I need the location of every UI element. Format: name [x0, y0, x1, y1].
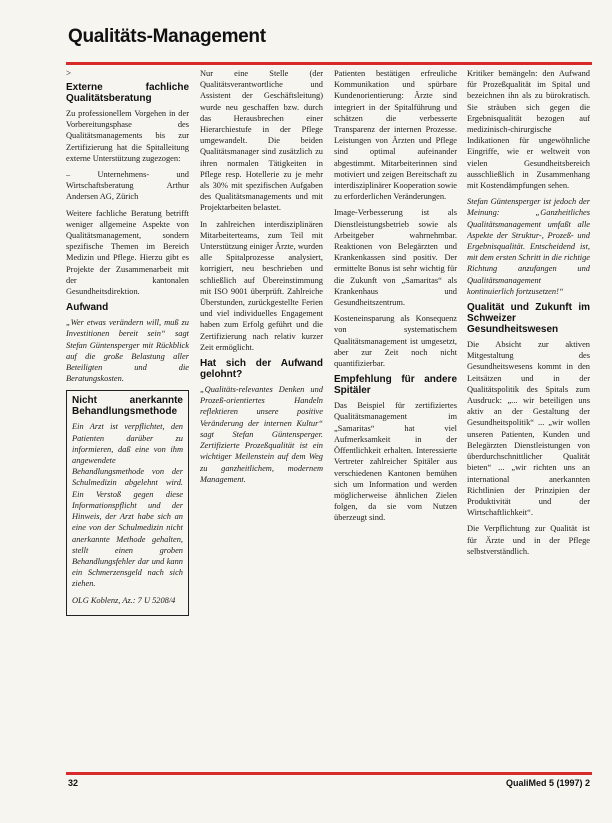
- box-title: Nicht anerkannte Behandlungsmethode: [72, 395, 183, 418]
- paragraph: Stefan Güntensperger ist jedoch der Meinung: „Ganzheitliches Qualitätsmanagement umfaßt alle Aspekte der Struktur-, Prozeß- und Ergebnisqualität. Entscheidend ist, mit dem ersten Schritt in die richtige Richtung anzufangen und Qualitätsmanagement kontinuierlich fortzusetzen!“: [467, 197, 590, 296]
- box-text: Ein Arzt ist verpflichtet, den Patienten darüber zu informieren, daß eine von ihm angewendete Behandlungsmethode von der Schulmedizin abgelehnt wird. Ein Verstoß gegen diese Informationspflicht und der Hinweis, der Arzt habe sich an eine von der Schulmedizin nicht anerkannte Methode gehalten, stellt einen groben Behandlungsfehler dar und kann ein Schmerzensgeld nach sich ziehen.: [72, 422, 183, 589]
- column-1: [66, 68, 189, 766]
- heading-externe-beratung: Externe fachliche Qualitätsberatung: [66, 82, 189, 104]
- heading-aufwand-gelohnt: Hat sich der Aufwand gelohnt?: [200, 358, 323, 381]
- journal-reference: QualiMed 5 (1997) 2: [505, 778, 590, 788]
- paragraph: Weitere fachliche Beratung betrifft weniger allgemeine Aspekte von Qualitätsmanagement, sondern spezifische Themen im Bereich Medizin und Pflege. Hierzu gibt es Projekte der Zusammenarbeit mit der kantonalen Gesundheitsdirektion.: [66, 208, 189, 297]
- paragraph: Image-Verbesserung ist als Dienstleistungsbetrieb sowie als Arbeitgeber wahrnehmbar. Reaktionen von Belegärzten und Krankenkassen sind positiv. Der ermittelte Bonus ist sehr wichtig für die Zukunft von „Samaritas“ als Krankenhaus und Gesundheitszentrum.: [334, 208, 457, 308]
- top-rule: [66, 62, 592, 65]
- paragraph: Patienten bestätigen erfreuliche Kommunikation und spürbare Kundenorientierung: Ärzte sind integriert in der Spitalführung und schätzen die verbesserte Transparenz der internen Prozesse. Leistungen von Ärzten und Pflege sind optimal aufeinander abgestimmt. Mitarbeiterinnen sind motiviert und zeigen Bereitschaft zu interdisziplinärer Kooperation sowie zu erforderlichen Veränderungen.: [334, 69, 457, 202]
- box-source: OLG Koblenz, Az.: 7 U 5208/4: [72, 595, 176, 605]
- paragraph: „Wer etwas verändern will, muß zu Investitionen bereit sein“ sagt Stefan Güntensperger mit Rückblick auf die große Belastung aller Beteiligten und die Beratungskosten.: [66, 318, 189, 384]
- paragraph: Das Beispiel für zertifiziertes Qualitätsmanagement im „Samaritas“ hat viel Aufmerksamkeit in der Öffentlichkeit erhalten. Interessierte Vertreter zahlreicher Spitäler aus verschiedenen Kantonen bemühen sich um Information und werden möglicherweise ähnlichen Zielen folgen, da sie vom Nutzen überzeugt sind.: [334, 401, 457, 523]
- article-columns: [66, 68, 590, 766]
- page-number: 32: [68, 778, 79, 788]
- heading-aufwand: Aufwand: [66, 302, 109, 314]
- heading-empfehlung: Empfehlung für andere Spitäler: [334, 374, 457, 397]
- bottom-rule: [66, 772, 592, 775]
- column-3: [334, 68, 457, 766]
- paragraph: In zahlreichen interdisziplinären Mitarbeiterteams, zum Teil mit Unterstützung einiger Ärzte, wurden alle Spitalprozesse analysiert, korrigiert, neu beschrieben und schließlich auf Übereinstimmung mit ISO 9001 überprüft. Zahlreiche Überstunden, zurückgestellte Ferien und viel individuelles Engagement haben zum Erfolg geführt und die Zertifizierung nach relativ kurzer Zeit ermöglicht.: [200, 219, 323, 352]
- sidebar-box: [66, 390, 189, 615]
- column-4: [467, 68, 590, 766]
- paragraph: „Qualitäts-relevantes Denken und Prozeß-orientiertes Handeln reflektieren unsere positive Veränderung der internen Kultur“ sagt Stefan Güntensperger. Zertifizierte Prozeßqualität ist ein wichtiger Meilenstein auf dem Weg zu ganzheitlichem, modernem Management.: [200, 385, 323, 484]
- paragraph: – Unternehmens- und Wirtschaftsberatung Arthur Andersen AG, Zürich: [66, 170, 189, 202]
- paragraph: Kritiker bemängeln: den Aufwand für Prozeßqualität im Spital und bezeichnen ihn als zu bürokratisch. Sie sträuben sich gegen die Ergebnisqualität bezogen auf medizinisch-chirurgische Indikationen für ungewöhnliche Eingriffe, wie er weltweit von vielen Gesundheitsbereich ausschließlich in Zusammenhang mit Kostendämpfungen sehen.: [467, 69, 590, 191]
- paragraph: Zu professionellem Vorgehen in der Vorbereitungsphase des Qualitätsmanagements bis zur Zertifizierung hat die Spitalleitung externe Unterstützung zugezogen:: [66, 109, 189, 163]
- paragraph: Die Absicht zur aktiven Mitgestaltung des Gesundheitswesens kommt in den Leitsätzen und in der Qualitätspolitik des Spitals zum Ausdruck: „... wir beteiligen uns aktiv an der Gestaltung der Gesundheitspolitik“ ... „wir wollen unseren Patienten, Kunden und Belegärzten Dienstleistungen von überdurchschnittlicher Qualität bieten“ ... „wir richten uns an international anerkannten Richtlinien der Prinzipien der Produktivität und der Wirtschaftlichkeit“.: [467, 340, 590, 518]
- page-title: Qualitäts-Management: [68, 26, 266, 47]
- paragraph: Die Verpflichtung zur Qualität ist für Ärzte und in der Pflege selbstverständlich.: [467, 524, 590, 556]
- heading-qualitaet-zukunft: Qualität und Zukunft im Schweizer Gesundheitswesen: [467, 302, 590, 336]
- arrow-marker: >: [66, 68, 72, 78]
- column-2: [200, 68, 323, 766]
- paragraph: Nur eine Stelle (der Qualitätsverantwortliche und Assistent der Geschäftsleitung) wurde neu geschaffen bzw. durch das Herausbrechen einer Hierarchiestufe in der Pflege umgewandelt. Die beiden Qualitätsmanager sind zusätzlich zu ihren normalen Tätigkeiten in Pflege resp. Hotellerie zu je mehr als 30% mit spezifischen Aufgaben des Qualitätsmanagements und mit Projektarbeiten belastet.: [200, 69, 323, 213]
- paragraph: Kosteneinsparung als Konsequenz von systematischem Qualitätsmanagement ist umgesetzt, aber zur Zeit noch nicht quantifizierbar.: [334, 314, 457, 369]
